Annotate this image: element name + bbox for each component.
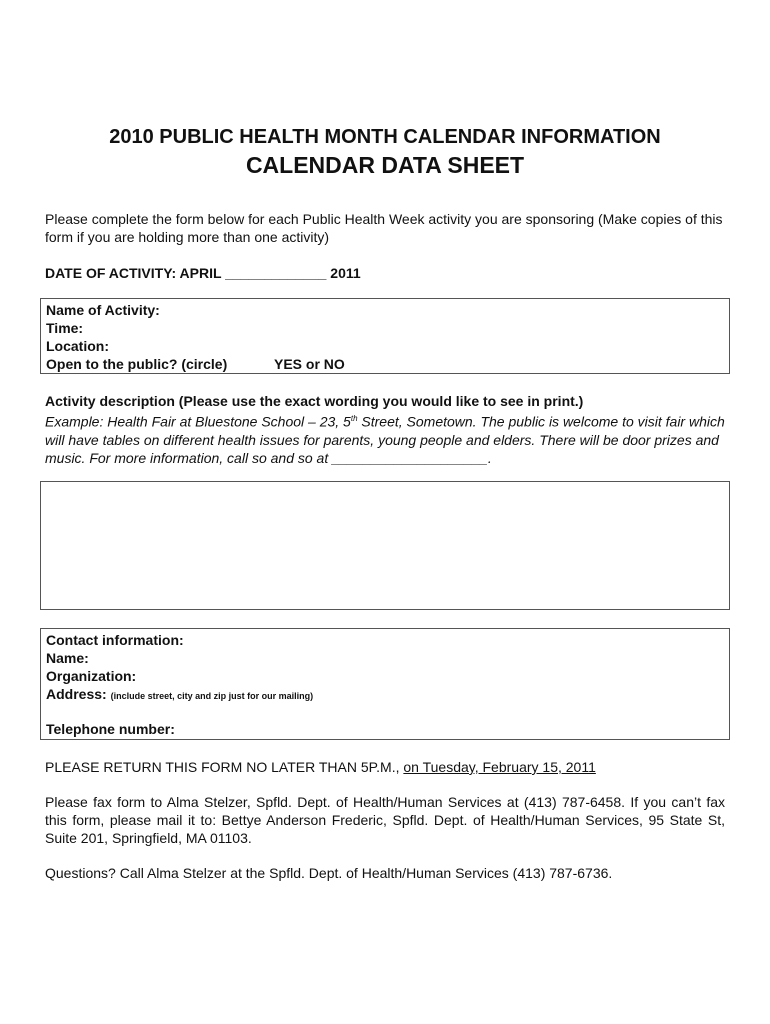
contact-name-label: Name:: [46, 650, 89, 666]
description-heading: Activity description (Please use the exact wording you would like to see in print.): [45, 393, 584, 409]
return-text: PLEASE RETURN THIS FORM NO LATER THAN 5P.M.,: [45, 759, 404, 775]
activity-location-label: Location:: [46, 338, 109, 354]
yes-no-choice[interactable]: YES or NO: [274, 356, 345, 372]
date-of-activity-field[interactable]: DATE OF ACTIVITY: APRIL _____________ 2011: [45, 265, 361, 281]
open-to-public-label: Open to the public? (circle): [46, 356, 228, 372]
contact-address-label: [46, 685, 313, 705]
description-entry-box[interactable]: [40, 481, 730, 610]
contact-organization-label: Organization:: [46, 668, 137, 684]
description-example: [45, 410, 725, 467]
questions-contact: Questions? Call Alma Stelzer at the Spfld. Dept. of Health/Human Services (413) 787-6736.: [45, 865, 613, 881]
example-superscript: th: [350, 414, 358, 423]
contact-telephone-label: Telephone number:: [46, 721, 175, 737]
activity-info-box[interactable]: [40, 298, 730, 374]
address-note: (include street, city and zip just for our mailing): [110, 691, 314, 701]
form-title: 2010 PUBLIC HEALTH MONTH CALENDAR INFORMATION: [109, 126, 661, 148]
return-deadline-notice: [45, 758, 725, 776]
example-text-a: Example: Health Fair at Bluestone School – 23, 5: [45, 413, 351, 430]
contact-heading: Contact information:: [46, 632, 184, 648]
address-label: Address:: [46, 686, 107, 702]
contact-info-box[interactable]: [40, 628, 730, 740]
activity-description-section: [45, 392, 725, 467]
form-subtitle: CALENDAR DATA SHEET: [245, 152, 525, 178]
example-text-b: Street, Sometown. The public is welcome to visit fair which will have tables on different health issues for parents, young people and elders. There will be door prizes and music. For more information, call so and so at ____________________.: [45, 413, 725, 466]
activity-name-label: Name of Activity:: [46, 302, 160, 318]
intro-paragraph: Please complete the form below for each Public Health Week activity you are sponsoring (Make copies of this form if you are holding more than one activity): [45, 211, 723, 245]
fax-instructions: Please fax form to Alma Stelzer, Spfld. Dept. of Health/Human Services at (413) 787-6458. If you can’t fax this form, please mail it to: Bettye Anderson Frederic, Spfld. Dept. of Health/Human Services, 95 State St, Suite 201, Springfield, MA 01103.: [45, 794, 725, 846]
activity-time-label: Time:: [46, 320, 84, 336]
return-date: on Tuesday, February 15, 2011: [403, 759, 596, 775]
